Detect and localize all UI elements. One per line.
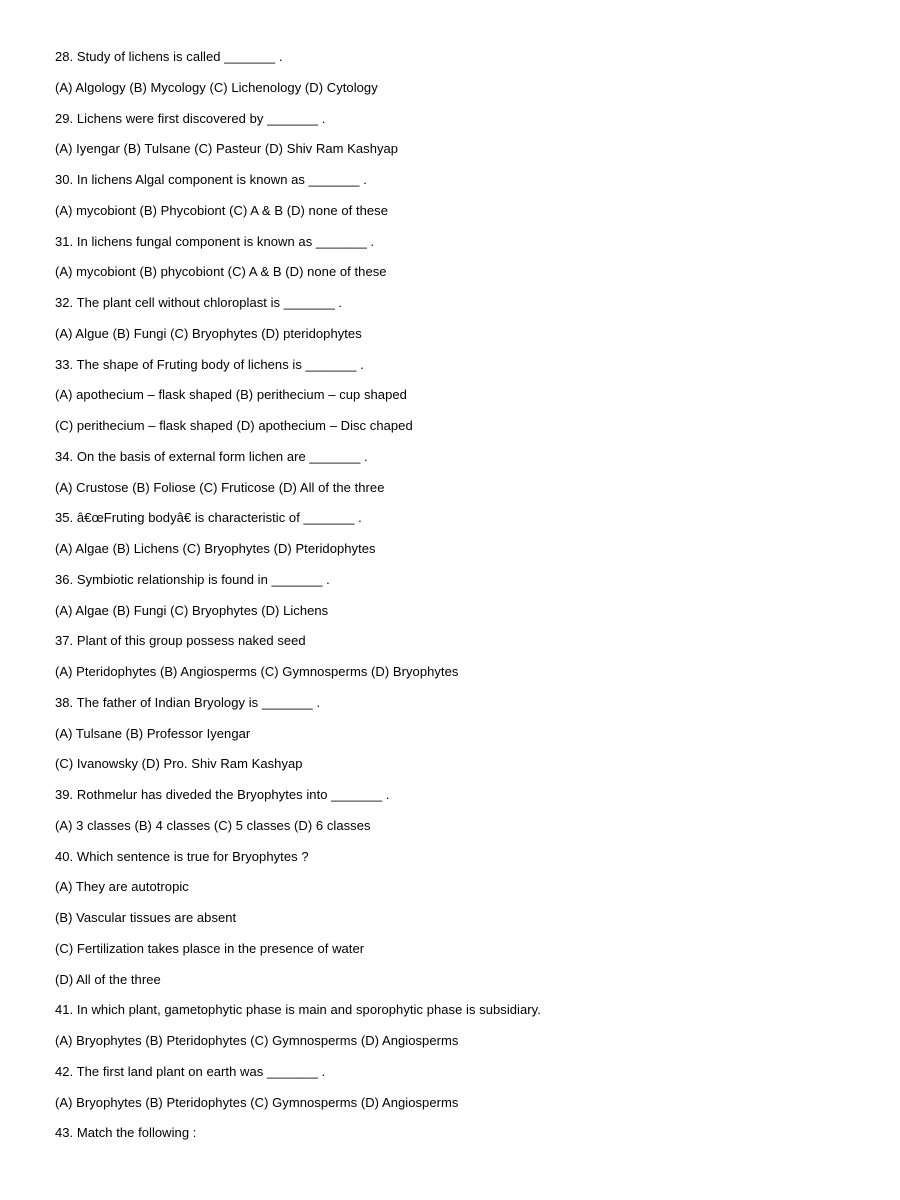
question-30: 30. In lichens Algal component is known as _______ . [55,172,367,187]
question-37: 37. Plant of this group possess naked seed [55,633,306,649]
options-37: (A) Pteridophytes (B) Angiosperms (C) Gymnosperms (D) Bryophytes [55,664,459,679]
options-39: (A) 3 classes (B) 4 classes (C) 5 classes (D) 6 classes [55,817,371,833]
question-43: 43. Match the following : [55,1125,197,1141]
question-29: 29. Lichens were first discovered by _______ . [55,110,326,126]
question-33: 33. The shape of Fruting body of lichens is _______ . [55,356,364,372]
options-42: (A) Bryophytes (B) Pteridophytes (C) Gymnosperms (D) Angiosperms [55,1094,459,1110]
options-28: (A) Algology (B) Mycology (C) Lichenology (D) Cytology [55,79,378,95]
options-32: (A) Algue (B) Fungi (C) Bryophytes (D) pteridophytes [55,325,362,341]
options-30: (A) mycobiont (B) Phycobiont (C) A & B (D) none of these [55,202,388,218]
options-29: (A) Iyengar (B) Tulsane (C) Pasteur (D) Shiv Ram Kashyap [55,141,399,157]
question-34: 34. On the basis of external form lichen are _______ . [55,448,368,464]
question-list [55,47,875,1154]
option-40-b: (B) Vascular tissues are absent [55,910,237,925]
options-31: (A) mycobiont (B) phycobiont (C) A & B (D) none of these [55,264,387,280]
options-35: (A) Algae (B) Lichens (C) Bryophytes (D) Pteridophytes [55,541,376,556]
question-40: 40. Which sentence is true for Bryophytes ? [55,848,309,864]
options-41: (A) Bryophytes (B) Pteridophytes (C) Gymnosperms (D) Angiosperms [55,1033,459,1048]
question-42: 42. The first land plant on earth was _______ . [55,1063,326,1079]
options-38-line-1: (A) Tulsane (B) Professor Iyengar [55,725,251,741]
question-35: 35. â€œFruting bodyâ€ is characteristic of _______ . [55,510,362,526]
options-33-line-1: (A) apothecium – flask shaped (B) perithecium – cup shaped [55,387,407,403]
options-34: (A) Crustose (B) Foliose (C) Fruticose (D) All of the three [55,479,385,495]
option-40-a: (A) They are autotropic [55,879,189,895]
question-31: 31. In lichens fungal component is known as _______ . [55,233,375,249]
options-33-line-2: (C) perithecium – flask shaped (D) apothecium – Disc chaped [55,418,413,433]
question-28: 28. Study of lichens is called _______ . [55,49,283,64]
question-38: 38. The father of Indian Bryology is _______ . [55,694,321,710]
options-36: (A) Algae (B) Fungi (C) Bryophytes (D) Lichens [55,602,329,618]
question-41: 41. In which plant, gametophytic phase is main and sporophytic phase is subsidiary. [55,1002,541,1018]
question-36: 36. Symbiotic relationship is found in _______ . [55,571,330,587]
question-39: 39. Rothmelur has diveded the Bryophytes into _______ . [55,787,390,802]
option-40-c: (C) Fertilization takes plasce in the presence of water [55,940,365,956]
question-32: 32. The plant cell without chloroplast is _______ . [55,295,343,310]
option-40-d: (D) All of the three [55,971,161,987]
options-38-line-2: (C) Ivanowsky (D) Pro. Shiv Ram Kashyap [55,756,303,772]
